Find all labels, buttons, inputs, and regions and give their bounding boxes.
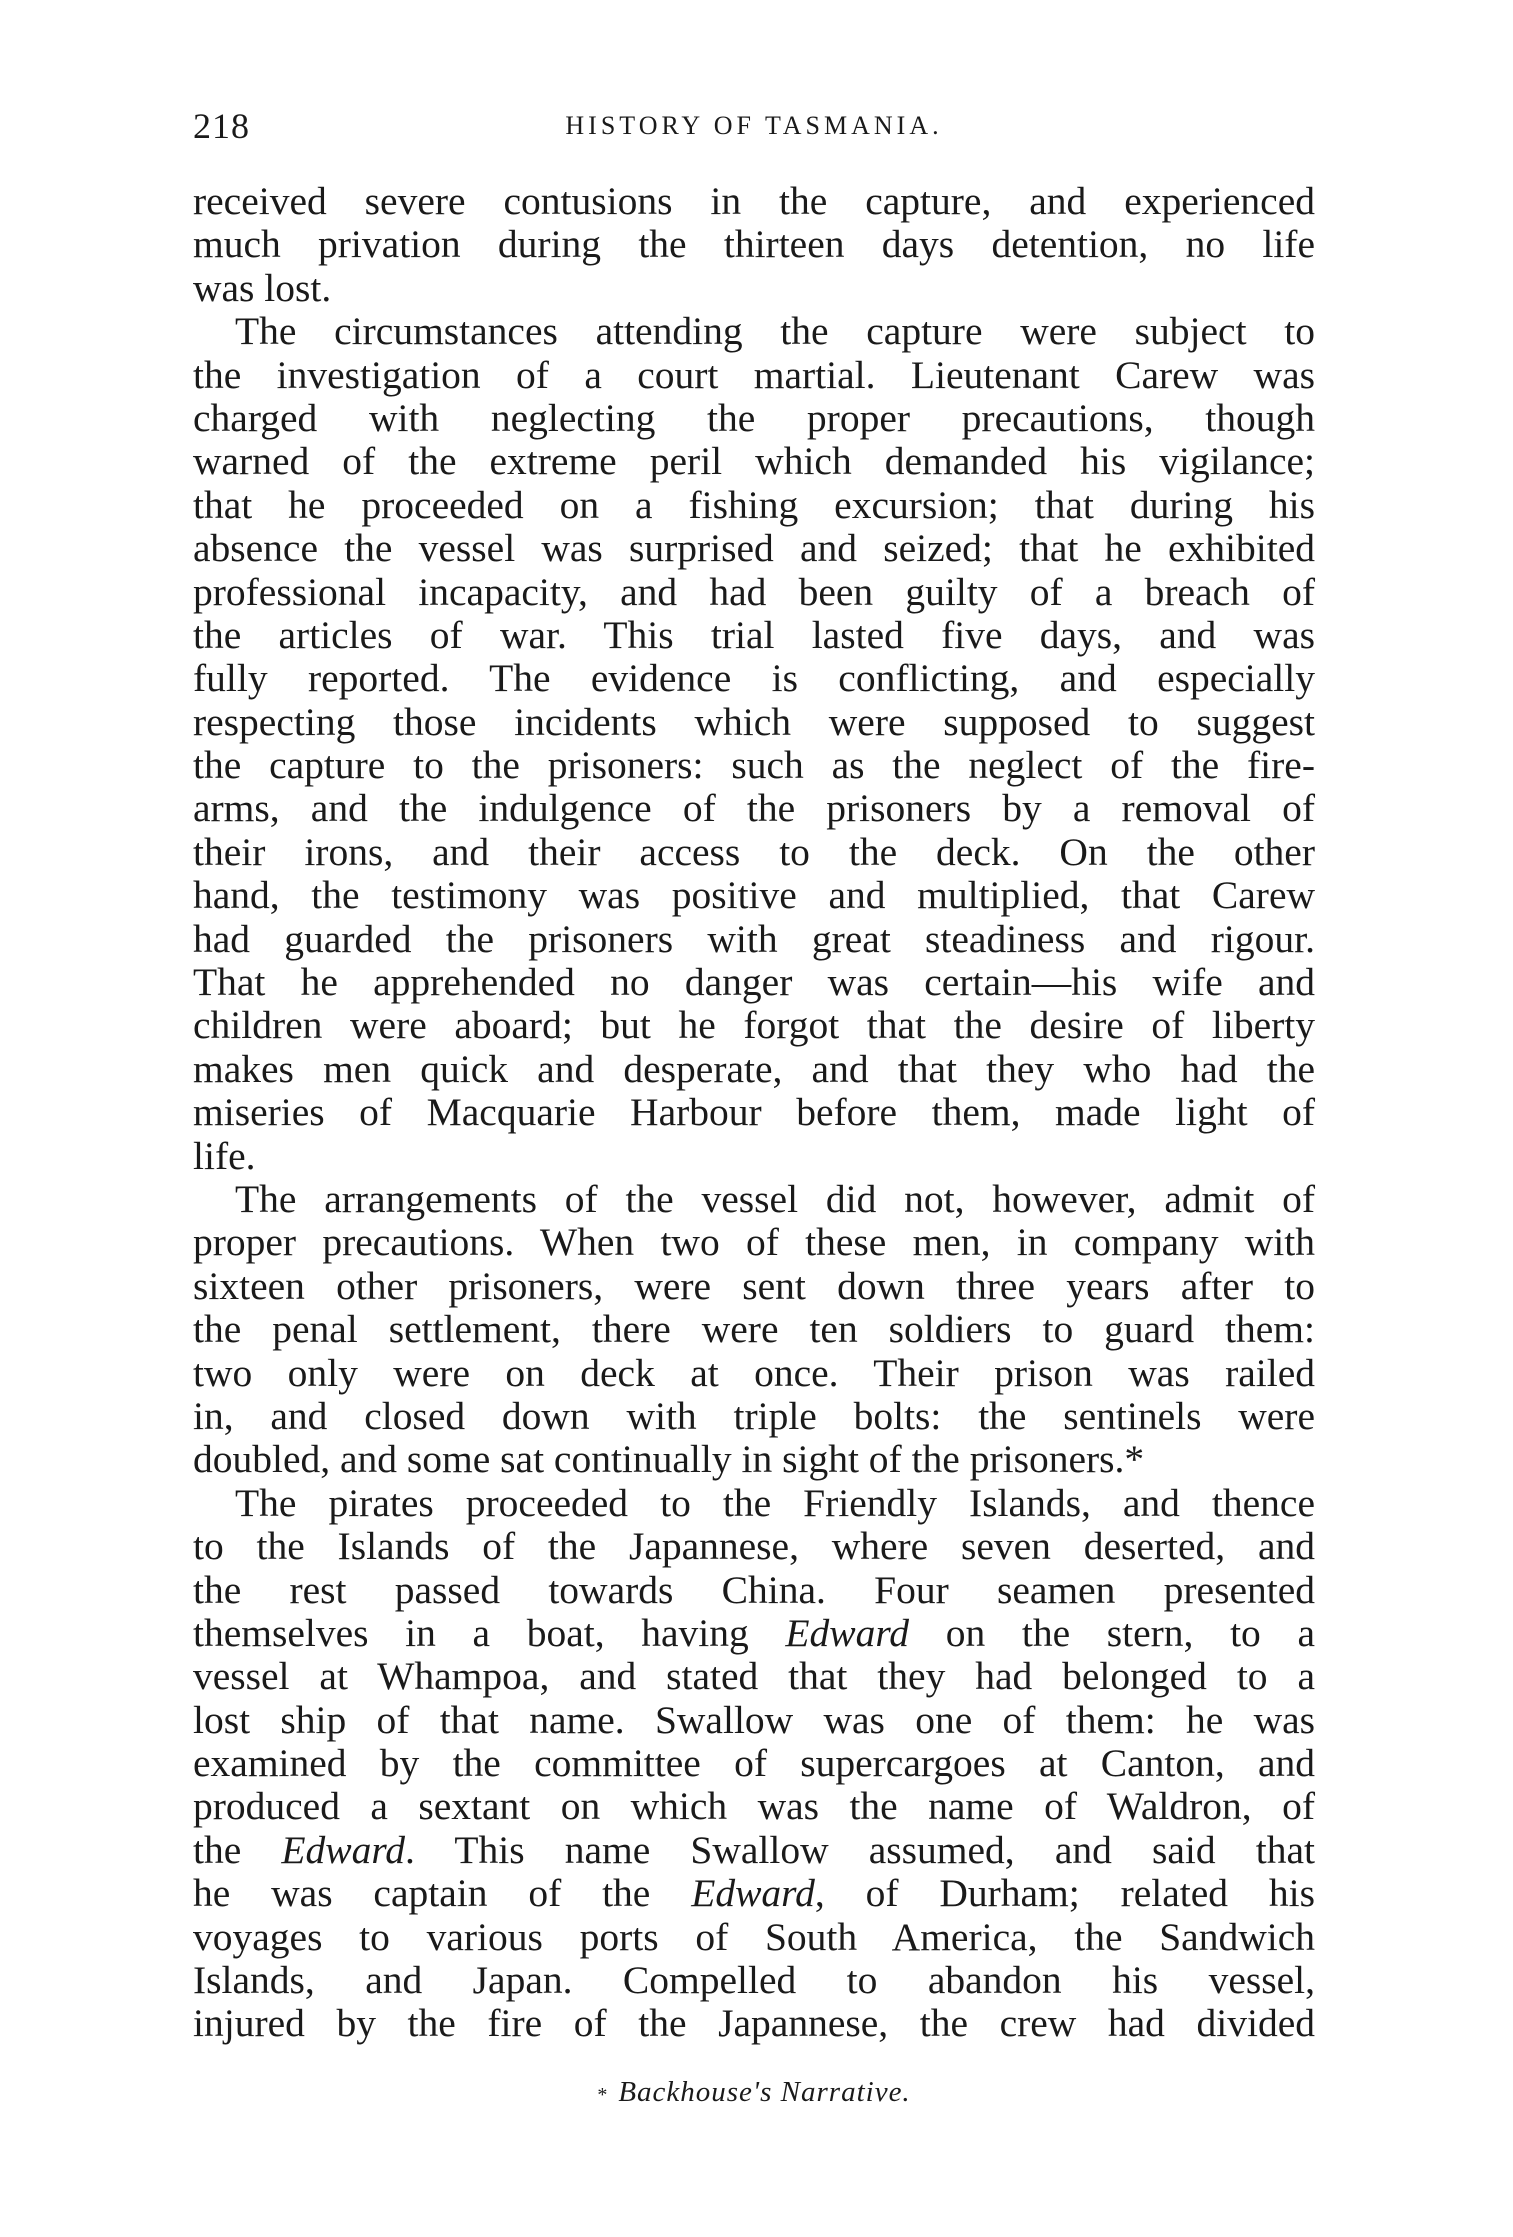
- text-line: injured by the fire of the Japannese, the crew had divided: [193, 2001, 1315, 2046]
- text-line: two only were on deck at once. Their prison was railed: [193, 1350, 1315, 1395]
- footnote-text: Backhouse's Narrative.: [618, 2076, 911, 2108]
- text-line: lost ship of that name. Swallow was one of them: he was: [193, 1697, 1315, 1742]
- text-line: the penal settlement, there were ten soldiers to guard them:: [193, 1307, 1315, 1352]
- text-line: received severe contusions in the capture, and experienced: [193, 179, 1315, 223]
- page-header: [193, 105, 1315, 155]
- text-line: the capture to the prisoners: such as the neglect of the fire-: [193, 743, 1315, 788]
- text-line: doubled, and some sat continually in sight of the prisoners.*: [193, 1437, 1145, 1482]
- text-line: charged with neglecting the proper precautions, though: [193, 395, 1315, 440]
- text-line: vessel at Whampoa, and stated that they had belonged to a: [193, 1654, 1315, 1699]
- text-line: hand, the testimony was positive and multiplied, that Carew: [193, 873, 1315, 918]
- text-line: to the Islands of the Japannese, where seven deserted, and: [193, 1524, 1315, 1569]
- footnote: [193, 2076, 1315, 2109]
- text-line: themselves in a boat, having Edward on the stern, to a: [193, 1610, 1315, 1655]
- text-line: their irons, and their access to the deck. On the other: [193, 829, 1315, 874]
- text-line: miseries of Macquarie Harbour before them, made light of: [193, 1090, 1315, 1135]
- text-line: children were aboard; but he forgot that the desire of liberty: [193, 1003, 1315, 1048]
- text-line: The pirates proceeded to the Friendly Islands, and thence: [235, 1480, 1315, 1525]
- text-line: examined by the committee of supercargoes at Canton, and: [193, 1741, 1315, 1786]
- footnote-mark: *: [597, 2084, 609, 2106]
- text-line: respecting those incidents which were supposed to suggest: [193, 699, 1315, 744]
- page-number: 218: [193, 106, 250, 146]
- text-line: Islands, and Japan. Compelled to abandon his vessel,: [193, 1958, 1315, 2003]
- text-line: the rest passed towards China. Four seamen presented: [193, 1567, 1315, 1612]
- ship-name: Edward: [785, 1610, 910, 1655]
- text-line: the Edward. This name Swallow assumed, and said that: [193, 1827, 1315, 1872]
- text-line: the articles of war. This trial lasted five days, and was: [193, 612, 1315, 657]
- ship-name: Edward: [691, 1871, 815, 1916]
- text-line: the investigation of a court martial. Lieutenant Carew was: [193, 352, 1315, 397]
- text-line: had guarded the prisoners with great steadiness and rigour.: [193, 916, 1315, 961]
- text-line: warned of the extreme peril which demanded his vigilance;: [193, 439, 1315, 484]
- text-line: The circumstances attending the capture were subject to: [235, 309, 1315, 354]
- text-line: life.: [193, 1133, 256, 1178]
- text-line: The arrangements of the vessel did not, however, admit of: [235, 1176, 1315, 1221]
- body-text: [193, 180, 1315, 2046]
- text-line: he was captain of the Edward, of Durham; related his: [193, 1871, 1316, 1916]
- text-line: was lost.: [193, 265, 332, 310]
- ship-name: Edward: [281, 1827, 406, 1872]
- text-line: professional incapacity, and had been guilty of a breach of: [193, 569, 1315, 614]
- text-line: sixteen other prisoners, were sent down three years after to: [193, 1263, 1315, 1308]
- text-line: That he apprehended no danger was certain—his wife and: [193, 960, 1315, 1005]
- text-line: that he proceeded on a fishing excursion; that during his: [193, 482, 1315, 527]
- running-title: HISTORY OF TASMANIA.: [565, 111, 943, 140]
- text-line: proper precautions. When two of these men, in company with: [193, 1220, 1315, 1265]
- text-line: produced a sextant on which was the name of Waldron, of: [193, 1784, 1315, 1829]
- text-line: fully reported. The evidence is conflicting, and especially: [193, 656, 1315, 701]
- text-line: absence the vessel was surprised and seized; that he exhibited: [193, 526, 1315, 571]
- text-line: voyages to various ports of South America, the Sandwich: [193, 1914, 1315, 1959]
- text-line: makes men quick and desperate, and that they who had the: [193, 1046, 1315, 1091]
- text-line: much privation during the thirteen days detention, no life: [193, 222, 1315, 267]
- text-line: arms, and the indulgence of the prisoners by a removal of: [193, 786, 1315, 831]
- text-line: in, and closed down with triple bolts: the sentinels were: [193, 1393, 1315, 1438]
